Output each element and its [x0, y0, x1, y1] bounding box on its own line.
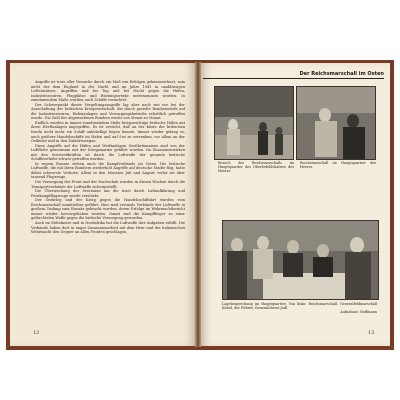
- paragraph: Auch im Mittelmeer und in Nordafrika hat die Luftwaffe ihre Aufgaben erfüllt. Die Verbände haben dort in enger Zusammenarbeit mit dem Heer und der italienischen Wehrmacht den Gegner an allen Fronten geschlagen.: [31, 220, 185, 235]
- paragraph: Der Seekrieg und der Krieg gegen die Handelsschiffahrt wurden vom Reichsmarschall unmittelbar geführt. Hier sind erstmals Verbände der Luftwaffe in großem Umfang zum Einsatz gebracht worden, deren Erfolge im Wehrmachtbericht immer wieder hervorgehoben wurden. Damit sind die Kampfflieger zu einer gefürchteten Waffe gegen die britische Versorgung geworden.: [31, 198, 185, 221]
- paragraph: Die Überwachung der Seeräume um die Insel durch Luftaufklärung und Fernkampfflugzeuge wurde verstärkt.: [31, 189, 185, 198]
- right-page-number: 13: [368, 330, 375, 336]
- photo3-caption-text: Lagebesprechung im Hauptquartier. Von links: Reichsmarschall, Generalfeldmarschall Keitel, der Führer, Generaloberst Jodl: [222, 302, 377, 311]
- paragraph: In regem Einsatz stehen auch die Kampfverbände im Osten. Die britische Luftwaffe, die mit ihren Bombern wiederholt Angriffe auf deutsche Städte flog, hatte dabei schwerste Verluste. Allein in den Monaten Juli und August verlor sie über tausend Flugzeuge.: [31, 161, 185, 180]
- photo-credit: Aufnahme: Hoffmann: [340, 310, 377, 315]
- paragraph: Diese Angriffe auf die Häfen und Werftanlagen Großbritanniens sind von der Luftflotte gemeinsam mit der Kriegsmarine geführt worden. Im Zusammenwirken mit den Seestreitkräften ist durch die Luftwaffe der gesamte britische Schiffsverkehr schwer getroffen worden.: [31, 143, 185, 162]
- paragraph: Der Schwerpunkt dieser Vergeltungsangriffe lag aber nach wie vor bei der Ausschaltung der britischen Kriegswirtschaft, die durch gezielte Bombenwürfe auf die Industriezentren, Hafenanlagen und Versorgungsbetriebe erheblich getroffen wurde. Die Zahl der abgeworfenen Bomben wuchs von Monat zu Monat.: [31, 102, 185, 121]
- photo2-caption: Reichsmarschall im Hauptquartier des Heeres: [300, 161, 376, 170]
- photo-reichsmarschall-hq: [296, 86, 376, 160]
- left-page-number: 12: [33, 330, 40, 336]
- paragraph: Endlich wurden in immer zunehmendem Maße kriegswichtige britische Häfen mit ihren Werftanlagen angegriffen. Es ist erreicht, daß an der Küste der britischen Inseln nicht mehr ein Schiff unbehelligt liegen konnte. Immer wieder gelang es, auch größere Handelsschiffe im Hafen und auf See zu versenken, vor allem an der Ostküste und in den Zufahrtswegen.: [31, 120, 185, 144]
- left-page-text: [31, 80, 185, 235]
- book-gutter: [195, 62, 201, 347]
- photo1-caption: Besuch des Reichsmarschalls im Hauptquartier des Oberbefehlshabers des Heeres: [218, 161, 294, 174]
- paragraph: Angriffe ist trotz aller Versuche durch ein Maß von Erfolgen gekennzeichnet, zum nicht der dem England in der Nacht und im Jahre 1941 in unablässigen Lufteinsätzen, Angriffen und bei Tag und bei Nacht gegen die Häfen, Industriezentren, Flugplätze und Rüstungswerke unternommen worden. In zunehmendem Maße wurden auch Schiffe vernichtet.: [31, 80, 185, 103]
- photo-situation-briefing: [222, 220, 379, 300]
- photo3-caption: [222, 302, 377, 315]
- paragraph: Die Versorgung der Front und der Nachschub wurden in diesen Wochen durch die Transportverbände der Luftwaffe sichergestellt.: [31, 180, 185, 189]
- running-head: Der Reichsmarschall im Osten: [203, 71, 384, 79]
- photo-reichsmarschall-visit: [214, 86, 294, 160]
